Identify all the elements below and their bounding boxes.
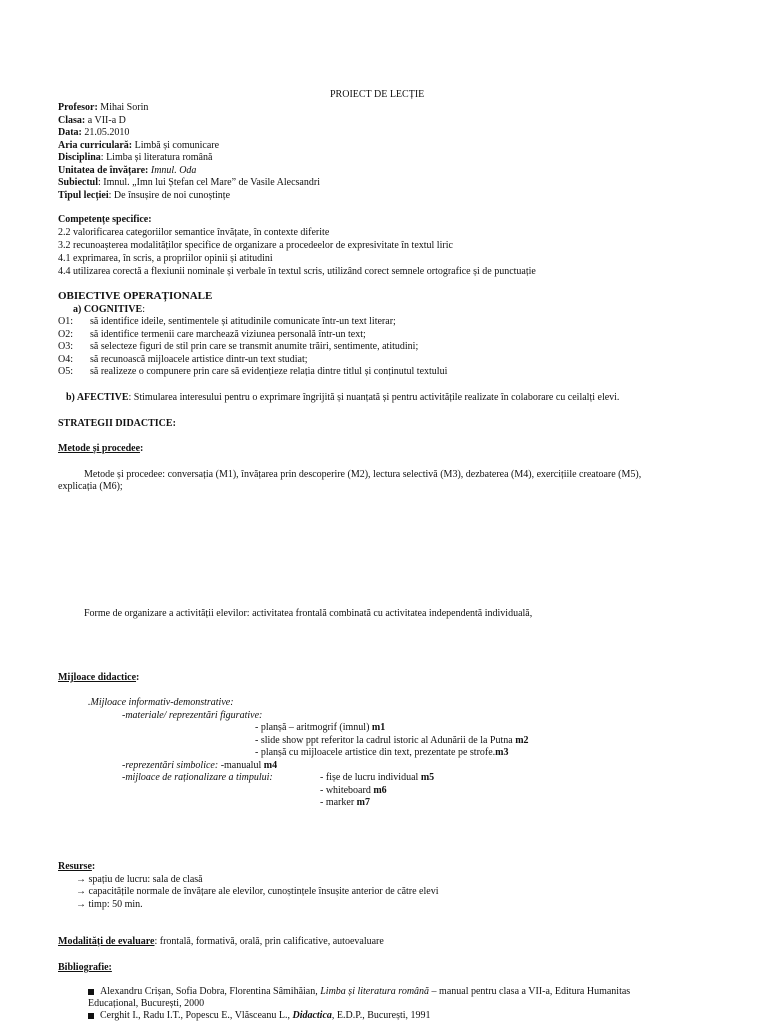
materiale-code: m2 (515, 734, 529, 746)
document-title: PROIECT DE LECȚIE (330, 89, 425, 100)
bullet-icon (88, 989, 94, 995)
obiectiv-item (58, 341, 418, 354)
bullet-icon (88, 1013, 94, 1019)
materiale-item (255, 747, 509, 760)
disciplina-label: Disciplina (58, 152, 101, 163)
resurse-item: → spațiu de lucru: sala de clasă (76, 873, 203, 885)
rationalizare-text: - marker (320, 797, 357, 808)
rationalizare-code: m5 (420, 772, 435, 783)
obiectiv-code: O2: (58, 328, 73, 340)
data-field (58, 127, 129, 140)
unitatea-label: Unitatea de învățare: (58, 164, 149, 176)
afective-label: b) AFECTIVE (66, 392, 129, 403)
bib-title: Limba și literatura română (320, 986, 430, 997)
unitatea-field (58, 165, 196, 178)
aria-field (58, 140, 219, 153)
bib-authors: Alexandru Crișan, Sofia Dobra, Florentina Sâmihăian, (100, 986, 321, 997)
forme-organizare: Forme de organizare a activității elevilor: activitatea frontală combinată cu activitatea independentă individuală, (84, 608, 533, 619)
metode-colon: : (140, 443, 144, 454)
obiectiv-item (58, 366, 447, 379)
rationalizare-item (320, 797, 370, 810)
rationalizare-item (320, 785, 387, 798)
bibliografie-item (88, 1010, 431, 1023)
obiectiv-code: O1: (58, 316, 73, 327)
aria-value: Limbă și comunicare (134, 139, 220, 151)
disciplina-field (58, 152, 212, 165)
obiectiv-code: O3: (58, 341, 73, 352)
bibliografie-item (88, 986, 630, 999)
mijloace-heading (58, 672, 139, 685)
profesor-field (58, 102, 148, 115)
subiectul-label: Subiectul (58, 177, 99, 188)
afective-text: : Stimularea interesului pentru o exprimare îngrijită și nuanțată și pentru activitățile realizate în colaborare cu ceilalți elevi. (128, 392, 620, 403)
rationalizare-item (320, 772, 434, 785)
obiectiv-text: să recunoască mijloacele artistice dintr-un text studiat; (90, 353, 308, 365)
cognitive-subheading (73, 304, 145, 317)
materiale-code: m1 (371, 722, 386, 733)
competenta-item: 2.2 valorificarea categoriilor semantice învățate, în contexte diferite (58, 227, 330, 238)
aria-label: Aria curriculară: (58, 139, 133, 151)
resurse-label: Resurse (58, 861, 92, 872)
obiectiv-text: să realizeze o compunere prin care să evidențieze relația dintre titlul și conținutul textului (90, 366, 448, 377)
competenta-item: 3.2 recunoașterea modalităților specifice de organizare a procedeelor de expresivitate în textul liric (58, 240, 453, 251)
obiectiv-item (58, 329, 366, 342)
bibliografie-item-continuation: Educațional, București, 2000 (88, 998, 205, 1009)
materiale-item (255, 722, 385, 735)
tipul-value: : De însușire de noi cunoștințe (108, 189, 231, 201)
resurse-item: → capacitățile normale de învățare ale elevilor, cunoștințele însușite anterior de către elevi (76, 886, 439, 897)
materiale-figurative: -materiale/ reprezentări figurative: (122, 709, 263, 721)
subiectul-field (58, 177, 320, 190)
clasa-value: a VII-a D (87, 114, 126, 126)
obiectiv-item (58, 354, 308, 367)
bibliografie-heading: Bibliografie: (58, 962, 112, 973)
evaluare-text: : frontală, formativă, orală, prin calificative, autoevaluare (154, 936, 384, 947)
subiectul-value: : Imnul. „Imn lui Ștefan cel Mare” de Vasile Alecsandri (98, 177, 320, 188)
mijloace-informativ: .Mijloace informativ-demonstrative: (88, 697, 234, 708)
cognitive-label: a) COGNITIVE (73, 304, 143, 315)
competente-heading: Competențe specifice: (58, 214, 152, 225)
evaluare-line (58, 936, 384, 949)
resurse-colon: : (91, 861, 96, 872)
metode-heading (58, 443, 143, 456)
obiectiv-text: să selecteze figuri de stil prin care se transmit anumite trăiri, sentimente, atitudini; (90, 341, 419, 352)
resurse-heading (58, 861, 95, 874)
reprezentari-simbolice (122, 760, 277, 773)
cognitive-colon: : (142, 304, 145, 315)
evaluare-label: Modalități de evaluare (58, 936, 155, 947)
profesor-value: Mihai Sorin (100, 102, 149, 113)
tipul-field (58, 190, 230, 203)
tipul-label: Tipul lecției (58, 189, 109, 201)
strategii-heading: STRATEGII DIDACTICE: (58, 418, 176, 429)
metode-text-line1: Metode și procedee: conversația (M1), învățarea prin descoperire (M2), lectura selectivă (M3), dezbaterea (M4), exercițiile creatoare (M5), (84, 469, 642, 480)
materiale-code: m3 (495, 747, 509, 758)
unitatea-value: Imnul. Oda (150, 164, 197, 176)
data-label: Data: (58, 127, 82, 138)
rationalizare-label: -mijloace de raționalizare a timpului: (122, 772, 273, 783)
afective-line (66, 392, 619, 405)
metode-text-line2: explicația (M6); (58, 481, 123, 492)
clasa-label: Clasa: (58, 114, 86, 126)
rationalizare-code: m7 (356, 797, 370, 808)
materiale-item (255, 735, 529, 748)
clasa-field (58, 115, 126, 128)
profesor-label: Profesor: (58, 102, 98, 113)
simbolice-value: -manualul (218, 759, 264, 771)
materiale-text: - planșă cu mijloacele artistice din text, prezentate pe strofe. (255, 747, 496, 758)
rationalizare-text: - whiteboard (320, 784, 374, 796)
metode-label: Metode și procedee (58, 443, 141, 454)
materiale-text: - slide show ppt referitor la cadrul istoric al Adunării de la Putna (255, 734, 516, 746)
obiectiv-text: să identifice termenii care marchează viziunea personală într-un text; (90, 328, 366, 340)
resurse-item: → timp: 50 min. (76, 898, 143, 910)
obiective-heading: OBIECTIVE OPERAȚIONALE (58, 290, 213, 302)
simbolice-label: -reprezentări simbolice: (122, 759, 219, 771)
bib-rest: , E.D.P., București, 1991 (331, 1010, 431, 1021)
data-value: 21.05.2010 (84, 127, 130, 138)
competenta-item: 4.1 exprimarea, în scris, a propriilor opinii și atitudini (58, 253, 273, 264)
simbolice-code: m4 (263, 759, 278, 771)
obiectiv-text: să identifice ideile, sentimentele și atitudinile comunicate într-un text literar; (90, 316, 396, 327)
bib-rest: – manual pentru clasa a VII-a, Editura Humanitas (429, 986, 631, 997)
bib-authors: Cerghit I., Radu I.T., Popescu E., Vlăsceanu L., (100, 1010, 293, 1021)
competenta-item: 4.4 utilizarea corectă a flexiunii nominale și verbale în textul scris, utilizând corect semnele ortografice și de punctuație (58, 266, 536, 277)
obiectiv-code: O4: (58, 353, 73, 365)
materiale-text: - planșă – aritmogrif (imnul) (255, 722, 372, 733)
obiectiv-code: O5: (58, 366, 73, 377)
obiectiv-item (58, 316, 396, 329)
rationalizare-text: - fișe de lucru individual (320, 772, 421, 783)
bib-title: Didactica (292, 1010, 332, 1021)
mijloace-label: Mijloace didactice (58, 672, 137, 683)
rationalizare-code: m6 (373, 784, 387, 796)
mijloace-colon: : (136, 672, 140, 683)
disciplina-value: : Limba și literatura română (100, 152, 213, 163)
